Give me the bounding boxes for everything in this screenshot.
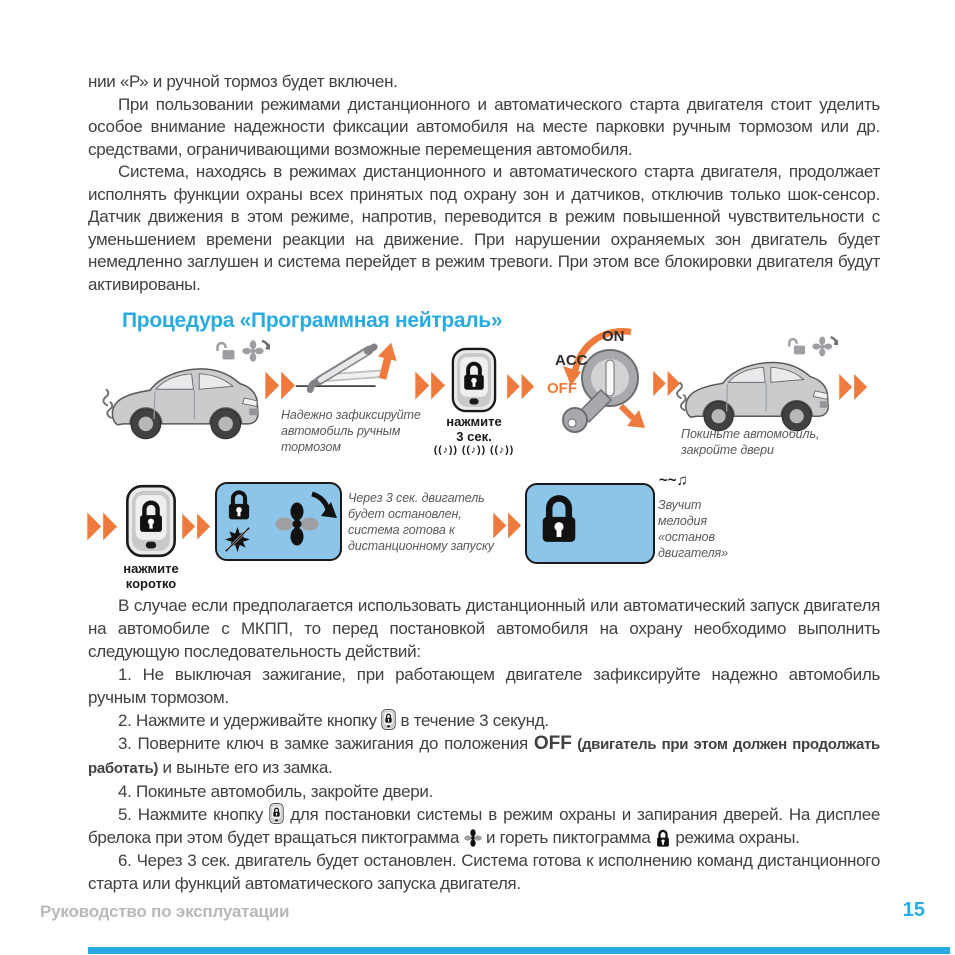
lock-icon bbox=[543, 498, 576, 541]
footer-title: Руководство по эксплуатации bbox=[40, 902, 290, 921]
remote-fob-lock-button bbox=[125, 484, 177, 558]
engine-stop-caption: Через 3 сек. двигатель будет остановлен, система готова к дистанционному запуску bbox=[348, 491, 494, 553]
fan-icon bbox=[276, 503, 319, 546]
step-intro: В случае если предполагается использовать дистанционный или автоматический запуск двигателя на автомобиле с МКПП, то перед постановкой автомобиля на охрану необходимо выполнить следующую последовательность действий: bbox=[88, 596, 880, 661]
paragraph: При пользовании режимами дистанционного и автоматического старта двигателя стоит уделить особое внимание надежности фиксации автомобиля на месте парковки ручным тормозом или др. средствами, ограничивающими возможные перемещения автомобиля. bbox=[88, 94, 880, 159]
lock-pictogram-icon bbox=[655, 829, 671, 847]
double-arrow-icon bbox=[506, 365, 536, 408]
remote-fob-lock-button bbox=[450, 347, 498, 413]
ignition-acc-label: ACC bbox=[555, 352, 588, 369]
melody-notes-icon: ~~♫ bbox=[659, 472, 688, 489]
double-arrow-icon bbox=[414, 362, 447, 409]
fob-label: нажмите 3 сек. bbox=[446, 414, 502, 444]
step-2: 2. Нажмите и удерживайте кнопку в течение 3 секунд. bbox=[118, 711, 549, 730]
off-position-label: OFF bbox=[533, 733, 572, 754]
double-arrow-icon bbox=[86, 503, 119, 550]
page-number: 15 bbox=[902, 899, 925, 921]
double-arrow-icon bbox=[181, 504, 212, 549]
unlock-and-fan-icon bbox=[214, 340, 270, 362]
leave-car-caption: Покиньте автомобиль, закройте двери bbox=[681, 427, 820, 457]
lock-icon bbox=[229, 492, 249, 519]
unlock-and-fan-icon bbox=[786, 336, 838, 357]
paragraph: Система, находясь в режимах дистанционного и автоматического старта двигателя, продолжает исполнять функции охраны всех принятых под охрану зон и датчиков, отключив только шок-сенсор. Датчик движения в этом режиме, напротив, переводится в режим повышенной чувствительности с уменьшением времени реакции на движение. При нарушении охраняемых зон двигатель будет немедленно заглушен и система перейдет в режим тревоги. При этом все блокировки двигателя будут активированы. bbox=[88, 162, 880, 294]
fob-button-icon bbox=[269, 803, 284, 824]
ignition-switch-diagram bbox=[545, 326, 660, 440]
step-4: 4. Покиньте автомобиль, закройте двери. bbox=[118, 782, 434, 801]
ignition-off-label: OFF bbox=[547, 380, 577, 397]
handbrake-icon bbox=[294, 338, 398, 404]
handbrake-caption: Надежно зафиксируйте автомобиль ручным тормозом bbox=[281, 408, 421, 454]
double-arrow-icon bbox=[838, 365, 869, 409]
fob-button-icon bbox=[381, 709, 396, 730]
double-arrow-icon bbox=[264, 362, 297, 409]
fob-label: нажмите коротко bbox=[123, 561, 179, 591]
step-6: 6. Через 3 сек. двигатель будет остановлен. Система готова к исполнению команд дистанционного старта или функций автоматического запуска двигателя. bbox=[88, 851, 880, 893]
melody-caption: Звучит мелодия «останов двигателя» bbox=[658, 498, 728, 560]
double-arrow-icon bbox=[492, 503, 523, 548]
fob-lcd-screen bbox=[215, 482, 342, 561]
step-3: 3. Поверните ключ в замке зажигания до положения OFF (двигатель при этом должен продолжать работать) и выньте его из замка. bbox=[88, 733, 880, 777]
shock-sensor-off-icon bbox=[225, 527, 250, 552]
paragraph: нии «Р» и ручной тормоз будет включен. bbox=[88, 72, 398, 91]
step-1: 1. Не выключая зажигание, при работающем двигателе зафиксируйте надежно автомобиль ручным тормозом. bbox=[88, 665, 880, 707]
fob-lcd-screen bbox=[525, 483, 655, 564]
sound-signal-notes: ((♪)) ((♪)) ((♪)) bbox=[433, 444, 515, 456]
footer-rule bbox=[88, 947, 950, 954]
ignition-on-label: ON bbox=[602, 328, 625, 345]
procedure-steps bbox=[88, 594, 880, 895]
section-heading: Процедура «Программная нейтраль» bbox=[122, 309, 503, 332]
intro-paragraphs bbox=[88, 71, 880, 296]
step-5: 5. Нажмите кнопку для постановки системы в режим охраны и запирания дверей. На дисплее брелока при этом будет вращаться пиктограмма и гореть пиктограмма режима охраны. bbox=[88, 805, 880, 847]
fan-pictogram-icon bbox=[464, 829, 482, 847]
